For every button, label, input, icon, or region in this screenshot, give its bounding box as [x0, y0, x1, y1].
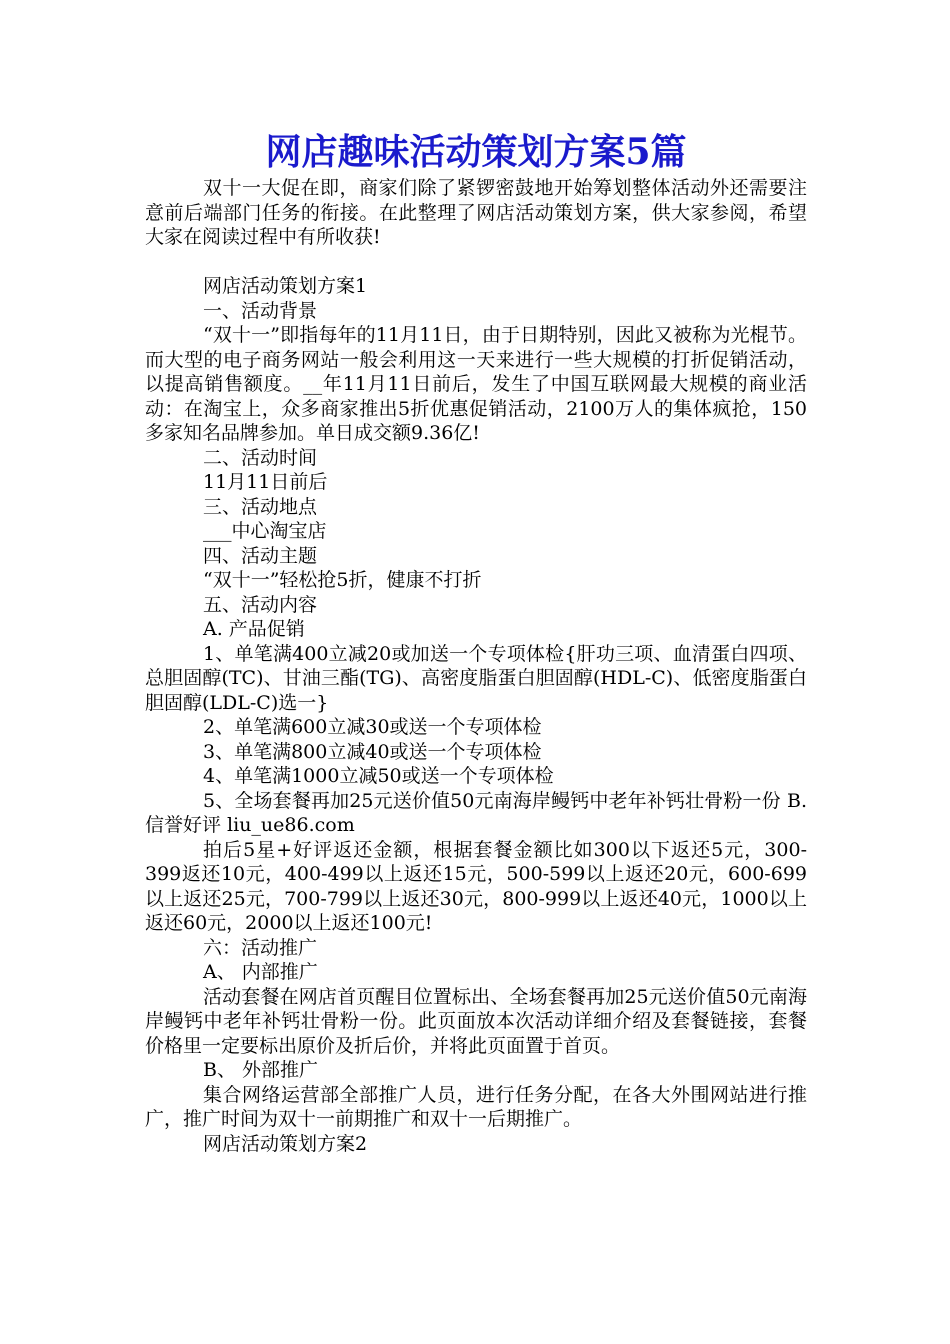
- body-paragraph: 集合网络运营部全部推广人员，进行任务分配，在各大外围网站进行推广，推广时间为双十一前期推广和双十一后期推广。: [145, 1083, 807, 1130]
- body-paragraph: 4、单笔满1000立减50或送一个专项体检: [203, 765, 554, 787]
- intro-paragraph: 双十一大促在即，商家们除了紧锣密鼓地开始筹划整体活动外还需要注意前后端部门任务的衔接。在此整理了网店活动策划方案，供大家参阅，希望大家在阅读过程中有所收获!: [145, 177, 807, 248]
- document-title: 网店趣味活动策划方案5篇: [265, 131, 687, 173]
- body-paragraph: 1、单笔满400立减20或加送一个专项体检{肝功三项、血清蛋白四项、总胆固醇(TC)、甘油三酯(TG)、高密度脂蛋白胆固醇(HDL-C)、低密度脂蛋白胆固醇(LDL-C)选一}: [145, 642, 807, 714]
- body-paragraph: 5、全场套餐再加25元送价值50元南海岸鳗钙中老年补钙壮骨粉一份 B. 信誉好评 liu_ue86.com: [145, 789, 807, 836]
- body-paragraph: B、 外部推广: [203, 1059, 319, 1081]
- body-paragraph: 一、活动背景: [203, 299, 318, 322]
- body-paragraph: “双十一”轻松抢5折，健康不打折: [203, 569, 482, 591]
- body-paragraph: “双十一”即指每年的11月11日，由于日期特别，因此又被称为光棍节。而大型的电子商务网站一般会利用这一天来进行一些大规模的打折促销活动，以提高销售额度。__年11月11日前后，发生了中国互联网最大规模的商业活动：在淘宝上，众多商家推出5折优惠促销活动，2100万人的集体疯抢，150多家知名品牌参加。单日成交额9.36亿!: [145, 324, 807, 444]
- document-page: [145, 128, 807, 1156]
- blank-line: [145, 250, 807, 275]
- body-paragraph: A. 产品促销: [203, 618, 305, 640]
- body-paragraph: 11月11日前后: [203, 471, 328, 493]
- body-paragraph: 2、单笔满600立减30或送一个专项体检: [203, 716, 542, 738]
- body-paragraph: 三、活动地点: [203, 495, 318, 518]
- body-paragraph: A、 内部推广: [203, 961, 318, 983]
- body-paragraph: 网店活动策划方案2: [203, 1132, 368, 1155]
- body-paragraph: 六：活动推广: [203, 936, 318, 959]
- body-paragraph: 活动套餐在网店首页醒目位置标出、全场套餐再加25元送价值50元南海岸鳗钙中老年补钙壮骨粉一份。此页面放本次活动详细介绍及套餐链接，套餐价格里一定要标出原价及折后价，并将此页面置于首页。: [145, 985, 807, 1057]
- body-paragraph: 四、活动主题: [203, 544, 318, 567]
- body-paragraph: ___中心淘宝店: [203, 520, 327, 542]
- body-paragraph: 二、活动时间: [203, 446, 318, 469]
- body-paragraph: 3、单笔满800立减40或送一个专项体检: [203, 740, 542, 763]
- body-paragraphs: [145, 274, 807, 1156]
- body-paragraph: 五、活动内容: [203, 593, 318, 616]
- body-paragraph: 拍后5星+好评返还金额，根据套餐金额比如300以下返还5元，300-399返还10元，400-499以上返还15元，500-599以上返还20元，600-699以上返还25元，700-799以上返还30元，800-999以上返还40元，1000以上返还60元，2000以上返还100元!: [145, 838, 807, 934]
- body-paragraph: 网店活动策划方案1: [203, 275, 368, 297]
